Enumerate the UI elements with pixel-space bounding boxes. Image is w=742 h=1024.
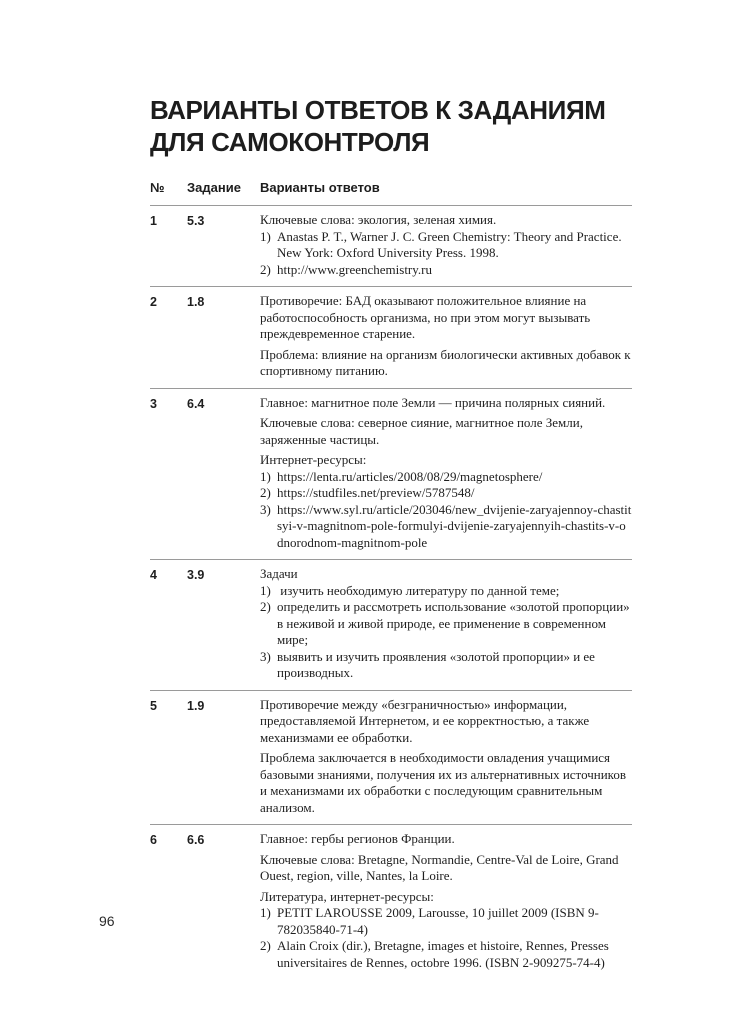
list-item: 1) PETIT LAROUSSE 2009, Larousse, 10 juillet 2009 (ISBN 9-782035840-71-4): [260, 905, 599, 937]
row-answer: [260, 293, 632, 380]
page-number: 96: [99, 913, 115, 929]
row-number: 6: [150, 833, 157, 847]
answer-paragraph: Ключевые слова: северное сияние, магнитное поле Земли, заряженные частицы.: [260, 415, 583, 447]
answer-paragraph: Главное: гербы регионов Франции.: [260, 831, 455, 846]
answer-paragraph: Противоречие: БАД оказывают положительное влияние на работоспособность организма, но при этом могут вызывать преждевременное старение.: [260, 293, 591, 341]
list-item: 3) выявить и изучить проявления «золотой пропорции» и ее производных.: [260, 648, 595, 680]
list-item: 1) https://lenta.ru/articles/2008/08/29/magnetosphere/: [260, 468, 543, 484]
page-title: [150, 94, 670, 158]
list-item: 2) https://studfiles.net/preview/5787548/: [260, 485, 475, 500]
row-number: 1: [150, 214, 157, 228]
answer-paragraph: Интернет-ресурсы:: [260, 452, 367, 467]
row-answer: [260, 395, 632, 552]
answer-paragraph: Задачи: [260, 566, 298, 581]
row-number: 5: [150, 698, 157, 713]
page-title-line-2: ДЛЯ САМОКОНТРОЛЯ: [150, 127, 430, 157]
row-answer: [260, 566, 632, 682]
list-item: 2) Alain Croix (dir.), Bretagne, images et histoire, Rennes, Presses universitaires de Rennes, octobre 1996. (ISBN 2-909275-74-4): [260, 938, 609, 970]
row-task: 5.3: [187, 214, 205, 228]
row-number: 3: [150, 396, 157, 411]
table-row: [150, 559, 632, 690]
list-item: 2) http://www.greenchemistry.ru: [260, 261, 432, 277]
row-number: 2: [150, 295, 157, 309]
answer-paragraph: Проблема: влияние на организм биологически активных добавок к спортивному питанию.: [260, 346, 631, 378]
answer-paragraph: Ключевые слова: экология, зеленая химия.: [260, 212, 497, 227]
answer-list: [260, 905, 632, 971]
list-item: 1) изучить необходимую литературу по данной теме;: [260, 582, 560, 598]
answer-paragraph: Ключевые слова: Bretagne, Normandie, Centre-Val de Loire, Grand Ouest, region, ville, Nantes, la Loire.: [260, 851, 619, 883]
header-num: №: [150, 180, 165, 195]
row-task: 6.6: [187, 833, 205, 847]
row-task: 1.9: [187, 698, 205, 713]
answer-paragraph: Противоречие между «безграничностью» информации, предоставляемой Интернетом, и ее корректностью, а также механизмами ее обработки.: [260, 696, 590, 745]
page-title-line-1: ВАРИАНТЫ ОТВЕТОВ К ЗАДАНИЯМ: [150, 95, 606, 125]
answer-paragraph: Литература, интернет-ресурсы:: [260, 888, 434, 904]
list-item: 3) https://www.syl.ru/article/203046/new_dvijenie-zaryajennoy-chastitsyi-v-magnitnom-pole-formulyi-dvijenie-zaryajennyih-chastits-v-odnorodnom-magnitnom-pole: [260, 501, 632, 550]
answer-paragraph: Главное: магнитное поле Земли — причина полярных сияний.: [260, 394, 606, 410]
answer-list: [260, 469, 632, 552]
row-answer: [260, 697, 632, 817]
header-answers: Варианты ответов: [260, 180, 380, 195]
table-row: [150, 286, 632, 388]
table-row: [150, 205, 632, 286]
answer-list: [260, 583, 632, 682]
row-number: 4: [150, 568, 157, 582]
answer-list: [260, 229, 632, 279]
header-task: Задание: [187, 180, 241, 195]
row-answer: [260, 212, 632, 278]
list-item: 2) определить и рассмотреть использование «золотой пропорции» в неживой и живой природе, ее применение в современном мире;: [260, 599, 630, 647]
table-row: [150, 690, 632, 825]
table-row: [150, 824, 632, 979]
row-task: 3.9: [187, 568, 205, 582]
row-answer: [260, 831, 632, 971]
row-task: 6.4: [187, 396, 205, 411]
row-task: 1.8: [187, 295, 205, 309]
answer-paragraph: Проблема заключается в необходимости овладения учащимися базовыми знаниями, получения их из альтернативных источников и механизмами их обработки с последующим сравнительным анализом.: [260, 750, 626, 815]
table-row: [150, 388, 632, 560]
answers-table: [150, 205, 632, 979]
list-item: 1) Anastas P. T., Warner J. C. Green Chemistry: Theory and Practice. New York: Oxford University Press. 1998.: [260, 228, 622, 260]
